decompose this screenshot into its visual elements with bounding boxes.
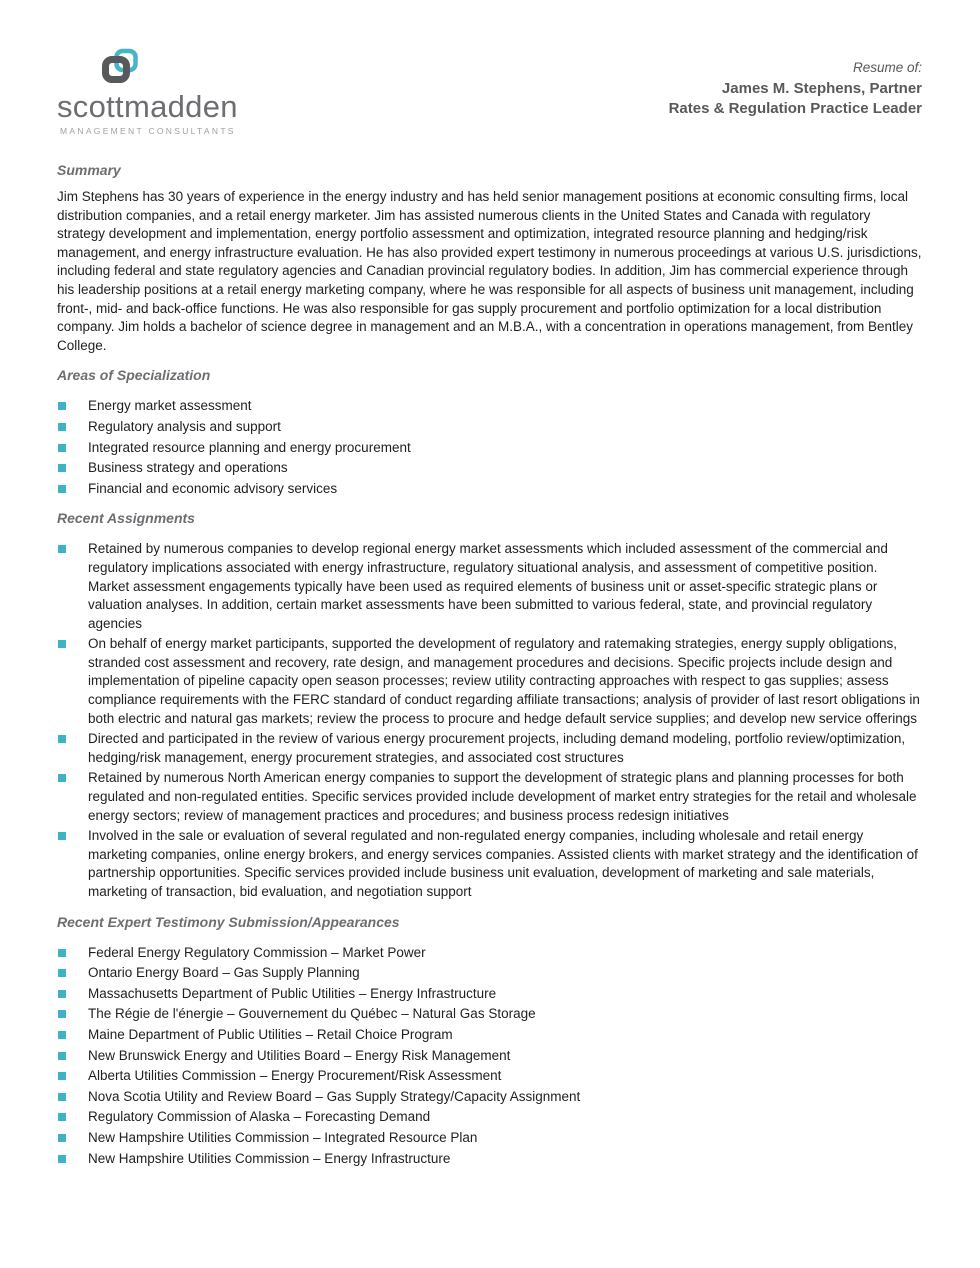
list-item-text: Ontario Energy Board – Gas Supply Planning (88, 965, 360, 981)
bullet-square-icon (58, 640, 66, 648)
list-item (57, 480, 922, 499)
list-item-text: New Hampshire Utilities Commission – Integrated Resource Plan (88, 1129, 478, 1145)
scottmadden-logo (57, 48, 238, 136)
bullet-square-icon (58, 1010, 66, 1018)
person-name: James M. Stephens, Partner (721, 80, 922, 97)
bullet-square-icon (58, 1093, 66, 1101)
list-item-text: Involved in the sale or evaluation of several regulated and non-regulated energy companies, including wholesale and retail energy marketing companies, online energy brokers, and energy services companies. Assisted clients with market strategy and the identification of partnership opportunities. Specific services provided include business unit evaluation, development of marketing and sale materials, marketing of transaction, bid evaluation, and negotiation support (88, 828, 918, 899)
list-item-text: Maine Department of Public Utilities – Retail Choice Program (88, 1026, 453, 1042)
bullet-square-icon (58, 1031, 66, 1039)
bullet-square-icon (58, 1155, 66, 1163)
list-item (57, 1026, 922, 1045)
list-item-text: Regulatory Commission of Alaska – Forecasting Demand (88, 1109, 431, 1125)
summary-heading: Summary (57, 162, 121, 178)
bullet-square-icon (58, 735, 66, 743)
bullet-square-icon (58, 485, 66, 493)
assignments-heading: Recent Assignments (57, 510, 195, 527)
list-item-text: Integrated resource planning and energy procurement (88, 439, 411, 455)
list-item-text: Retained by numerous companies to develop regional energy market assessments which included assessment of the commercial and regulatory implications associated with energy infrastructure, regulatory situational analysis, and assessment of competitive position. Market assessment engagements typically have been used as required elements of business unit or asset-specific strategic plans or valuation analyses. In addition, certain market assessments have been submitted to various federal, state, and provincial regulatory agencies (88, 541, 888, 631)
person-title: Rates & Regulation Practice Leader (668, 100, 922, 118)
list-item (57, 1150, 922, 1169)
list-item (57, 1129, 922, 1148)
testimony-list (57, 944, 922, 1169)
list-item (57, 635, 922, 728)
list-item-text: Federal Energy Regulatory Commission – Market Power (88, 944, 426, 960)
list-item (57, 397, 922, 416)
list-item-text: Regulatory analysis and support (88, 418, 281, 434)
list-item (57, 459, 922, 478)
list-item-text: Massachusetts Department of Public Utilities – Energy Infrastructure (88, 985, 497, 1001)
list-item (57, 985, 922, 1004)
list-item-text: Business strategy and operations (88, 460, 288, 476)
list-item-text: Retained by numerous North American energy companies to support the development of strategic plans and planning processes for both regulated and non-regulated entities. Specific services provided include development of market entry strategies for the retail and wholesale energy sectors; review of management practices and procedures; and business process redesign initiatives (88, 770, 917, 823)
assignments-list (57, 540, 922, 901)
list-item (57, 730, 922, 767)
bullet-square-icon (58, 949, 66, 957)
bullet-square-icon (58, 1052, 66, 1060)
list-item (57, 439, 922, 458)
list-item (57, 827, 922, 901)
specialization-heading: Areas of Specialization (57, 367, 211, 384)
list-item (57, 1005, 922, 1024)
list-item-text: On behalf of energy market participants, supported the development of regulatory and ratemaking strategies, energy supply obligations, stranded cost assessment and recovery, rate design, and management procedures and decisions. Specific projects include design and implementation of pipeline capacity open season processes; review utility contracting approaches with respect to gas supplies; assess compliance requirements with the FERC standard of conduct regarding affiliate transactions; analysis of provider of last resort obligations in both electric and natural gas markets; review the process to procure and hedge default service supplies; and develop new service offerings (88, 636, 920, 726)
list-item (57, 1067, 922, 1086)
list-item-text: New Brunswick Energy and Utilities Board – Energy Risk Management (88, 1047, 511, 1063)
logo-wordmark: scottmadden (57, 89, 238, 124)
bullet-square-icon (58, 545, 66, 553)
list-item (57, 944, 922, 963)
list-item (57, 1047, 922, 1066)
testimony-heading: Recent Expert Testimony Submission/Appearances (57, 913, 400, 930)
bullet-square-icon (58, 969, 66, 977)
list-item-text: Energy market assessment (88, 398, 252, 414)
list-item-text: New Hampshire Utilities Commission – Energy Infrastructure (88, 1150, 451, 1166)
list-item-text: Alberta Utilities Commission – Energy Procurement/Risk Assessment (88, 1068, 502, 1084)
list-item (57, 964, 922, 983)
specialization-list (57, 397, 922, 498)
list-item (57, 540, 922, 633)
bullet-square-icon (58, 1113, 66, 1121)
list-item (57, 1088, 922, 1107)
list-item-text: Financial and economic advisory services (88, 480, 338, 496)
list-item-text: Nova Scotia Utility and Review Board – Gas Supply Strategy/Capacity Assignment (88, 1088, 581, 1104)
bullet-square-icon (58, 774, 66, 782)
list-item (57, 1108, 922, 1127)
overlapping-squares-icon (101, 48, 139, 84)
page-header (57, 48, 922, 136)
bullet-square-icon (58, 402, 66, 410)
resume-of-label: Resume of: (852, 60, 922, 75)
list-item-text: Directed and participated in the review of various energy procurement projects, including demand modeling, portfolio review/optimization, hedging/risk management, energy procurement strategies, and associated cost structures (88, 731, 906, 765)
summary-paragraph: Jim Stephens has 30 years of experience in the energy industry and has held senior management positions at economic consulting firms, local distribution companies, and a retail energy marketer. Jim has assisted numerous clients in the United States and Canada with regulatory strategy development and implementation, energy portfolio assessment and optimization, integrated resource planning and hedging/risk management, and energy infrastructure evaluation. He has also provided expert testimony in numerous proceedings at various U.S. jurisdictions, including federal and state regulatory agencies and Canadian provincial regulatory bodies. In addition, Jim has commercial experience through his leadership positions at a retail energy marketing company, where he was responsible for all aspects of business unit management, including front-, mid- and back-office functions. He was also responsible for gas supply procurement and portfolio optimization for a local distribution company. Jim holds a bachelor of science degree in management and an M.B.A., with a concentration in operations management, from Bentley College. (57, 189, 922, 353)
bullet-square-icon (58, 990, 66, 998)
bullet-square-icon (58, 444, 66, 452)
bullet-square-icon (58, 1072, 66, 1080)
list-item (57, 769, 922, 825)
list-item (57, 418, 922, 437)
bullet-square-icon (58, 423, 66, 431)
resume-header-block (669, 48, 922, 120)
bullet-square-icon (58, 1134, 66, 1142)
bullet-square-icon (58, 832, 66, 840)
logo-tagline: MANAGEMENT CONSULTANTS (60, 126, 236, 136)
bullet-square-icon (58, 464, 66, 472)
list-item-text: The Régie de l'énergie – Gouvernement du Québec – Natural Gas Storage (88, 1006, 536, 1022)
